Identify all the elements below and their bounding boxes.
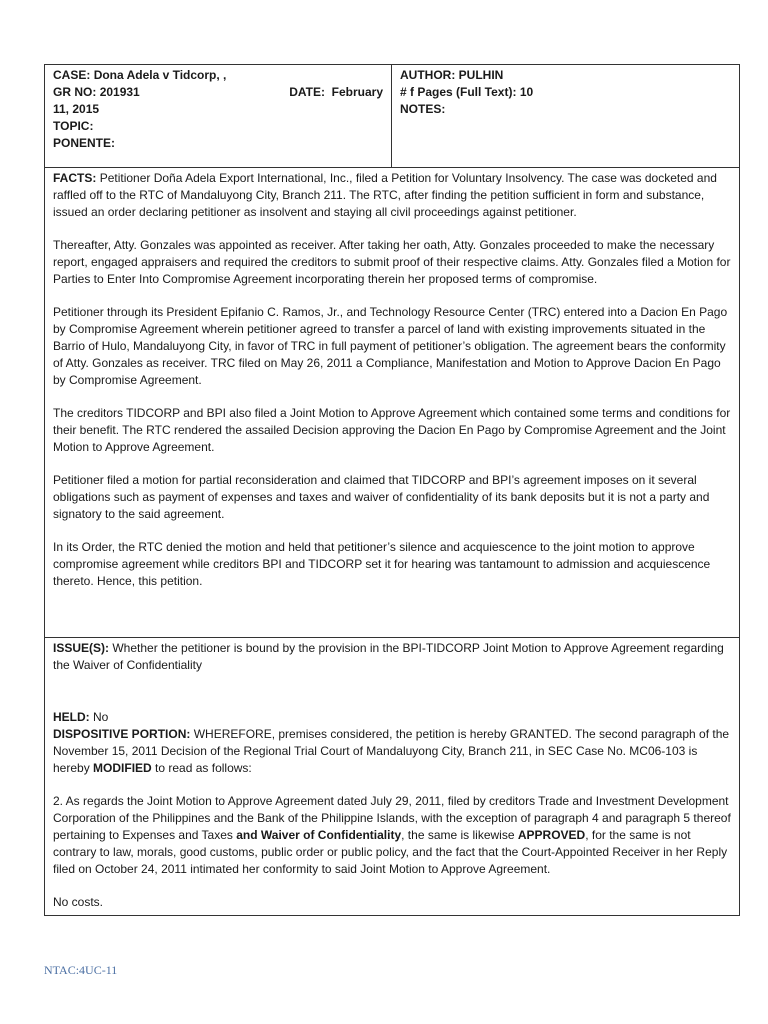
gr-label: GR NO: bbox=[53, 85, 97, 99]
gr-line bbox=[53, 84, 383, 101]
header-row bbox=[45, 65, 739, 168]
pages-label: # f Pages (Full Text): bbox=[400, 85, 517, 99]
header-left-cell bbox=[45, 65, 392, 167]
facts-paragraph-6: In its Order, the RTC denied the motion and held that petitioner’s silence and acquiescence to the joint motion to approve compromise agreement while creditors BPI and TIDCORP set it for hearing was tantamount to admission and acquiescence thereto. Hence, this petition. bbox=[53, 540, 711, 588]
issue-label: ISSUE(S): bbox=[53, 641, 110, 655]
ponente-label: PONENTE: bbox=[53, 136, 116, 150]
para2-text-b: , the same is likewise bbox=[401, 828, 518, 842]
facts-paragraph-1 bbox=[53, 170, 731, 221]
date-value-part2: 11, 2015 bbox=[53, 102, 100, 116]
case-label: CASE: bbox=[53, 68, 91, 82]
dispositive-text-b: . The second paragraph of the November 15, 2011 Decision of the Regional Trial Court of Mandaluyong City, Branch 211, in SEC Case No. MC06-103 is hereby bbox=[53, 727, 730, 775]
issue-held-section bbox=[45, 638, 739, 915]
no-costs: No costs. bbox=[53, 895, 104, 909]
modified-paragraph-2 bbox=[53, 793, 731, 878]
author-line bbox=[400, 67, 731, 84]
para2-text-c: , for the same is not contrary to law, morals, good customs, public order or public policy, and the fact that the Court-Appointed Receiver in her Reply filed on October 24, 2011 intimated her conformity to said Joint Motion to Approve Agreement. bbox=[53, 828, 728, 876]
dispositive-paragraph bbox=[53, 726, 731, 777]
para2-text-a: 2. As regards the Joint Motion to Approve Agreement dated July 29, 2011, filed by creditors Trade and Investment Development Corporation of the Philippines and the Bank of the Philippine Islands, with the exception of paragraph 4 and paragraph 5 thereof pertaining to Expenses and Taxes bbox=[53, 794, 731, 842]
notes-label: NOTES: bbox=[400, 102, 446, 116]
date-value-part1: February bbox=[331, 85, 383, 99]
pages-line bbox=[400, 84, 731, 101]
waiver-phrase: and Waiver of Confidentiality bbox=[236, 828, 402, 842]
approved-word: APPROVED bbox=[517, 828, 586, 842]
dispositive-text-a: , premises considered, the petition is hereby bbox=[271, 727, 510, 741]
wherefore-word: WHEREFORE bbox=[193, 727, 272, 741]
gr-value: 201931 bbox=[99, 85, 140, 99]
facts-paragraph-2: Thereafter, Atty. Gonzales was appointed as receiver. After taking her oath, Atty. Gonzales proceeded to make the necessary report, engaged appraisers and required the creditors to submit proof of their respective claims. Atty. Gonzales filed a Motion for Parties to Enter Into Compromise Agreement incorporating therein her proposed terms of compromise. bbox=[53, 238, 731, 286]
facts-paragraph-4: The creditors TIDCORP and BPI also filed a Joint Motion to Approve Agreement which contained some terms and conditions for their benefit. The RTC rendered the assailed Decision approving the Dacion En Pago by Compromise Agreement and the Joint Motion to Approve Agreement. bbox=[53, 406, 731, 454]
spacer bbox=[53, 674, 731, 709]
topic-label: TOPIC: bbox=[53, 119, 94, 133]
held-line bbox=[53, 709, 731, 726]
dispositive-label: DISPOSITIVE PORTION: bbox=[53, 727, 191, 741]
issue-text: Whether the petitioner is bound by the provision in the BPI-TIDCORP Joint Motion to Approve Agreement regarding the Waiver of Confidentiality bbox=[53, 641, 724, 672]
held-label: HELD: bbox=[53, 710, 90, 724]
footer-code: NTAC:4UC-11 bbox=[44, 963, 118, 977]
dispositive-text-c: to read as follows: bbox=[151, 761, 252, 775]
granted-word: GRANTED bbox=[509, 727, 569, 741]
facts-p1-text: Petitioner Doña Adela Export International, Inc., filed a Petition for Voluntary Insolvency. The case was docketed and raffled off to the RTC of Mandaluyong City, Branch 211. The RTC, after finding the petition sufficient in form and substance, issued an order declaring petitioner as insolvent and staying all civil proceedings against petitioner. bbox=[53, 171, 717, 219]
case-digest-table bbox=[44, 64, 740, 916]
held-value: No bbox=[93, 710, 109, 724]
facts-section bbox=[45, 168, 739, 638]
case-value: Dona Adela v Tidcorp, , bbox=[93, 68, 227, 82]
facts-paragraph-3: Petitioner through its President Epifanio C. Ramos, Jr., and Technology Resource Center (TRC) entered into a Dacion En Pago by Compromise Agreement wherein petitioner agreed to transfer a parcel of land with existing improvements situated in the Barrio of Hulo, Mandaluyong City, in favor of TRC in full payment of petitioner’s obligation. The agreement bears the conformity of Atty. Gonzales as receiver. TRC filed on May 26, 2011 a Compliance, Manifestation and Motion to Approve Dacion En Pago by Compromise Agreement. bbox=[53, 305, 728, 387]
facts-paragraph-5: Petitioner filed a motion for partial reconsideration and claimed that TIDCORP and BPI’s agreement imposes on it several obligations such as payment of expenses and taxes and waiver of confidentiality of its bank deposits but it is not a party and signatory to the said agreement. bbox=[53, 473, 710, 521]
pages-value: 10 bbox=[519, 85, 534, 99]
date-label: DATE: bbox=[289, 85, 325, 99]
facts-label: FACTS: bbox=[53, 171, 97, 185]
modified-word: MODIFIED bbox=[93, 761, 152, 775]
case-line bbox=[53, 67, 383, 84]
issue-paragraph bbox=[53, 640, 731, 674]
author-label: AUTHOR: bbox=[400, 68, 456, 82]
header-right-cell bbox=[392, 65, 739, 167]
date-field bbox=[289, 84, 383, 101]
author-value: PULHIN bbox=[458, 68, 504, 82]
